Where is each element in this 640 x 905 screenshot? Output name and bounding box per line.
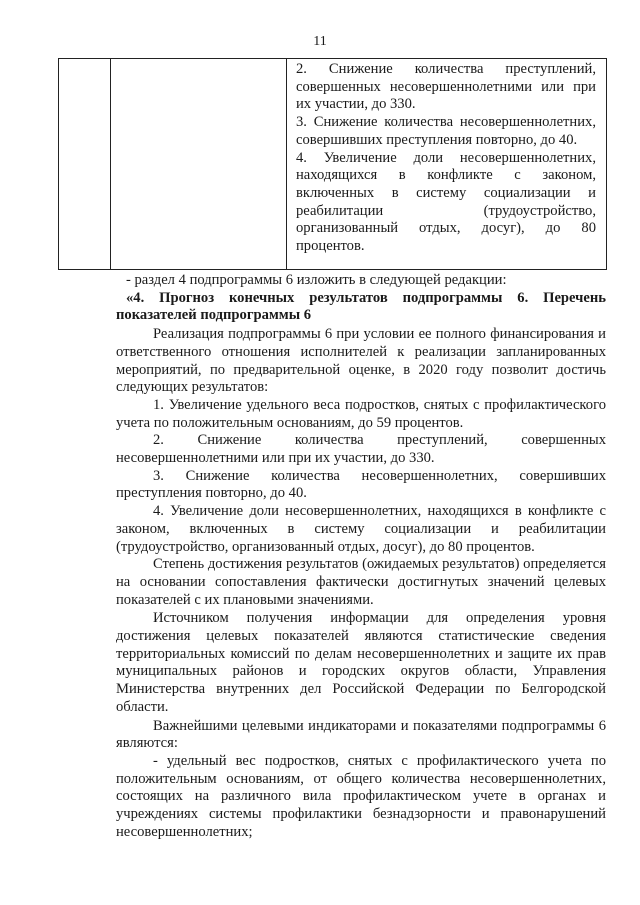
table-item-2: 2. Снижение количества преступлений, совершенных несовершеннолетними или при их участии, до 330. — [296, 61, 596, 113]
table-cell-empty-1 — [59, 59, 111, 270]
paragraph-implementation: Реализация подпрограммы 6 при условии ее полного финансирования и ответственного отношения исполнителей к реализации запланированных мероприятий, по предварительной оценке, в 2020 году позволит достичь следующих результатов: — [116, 326, 606, 396]
result-item-1: 1. Увеличение удельного веса подростков, снятых с профилактического учета по положительным основаниям, до 59 процентов. — [116, 396, 606, 431]
paragraph-key-indicators: Важнейшими целевыми индикаторами и показателями подпрограммы 6 являются: — [116, 717, 606, 752]
result-item-2: 2. Снижение количества преступлений, совершенных несовершеннолетними или при их участии, до 330. — [116, 432, 606, 467]
result-item-3: 3. Снижение количества несовершеннолетних, совершивших преступления повторно, до 40. — [116, 467, 606, 502]
intro-line: - раздел 4 подпрограммы 6 изложить в следующей редакции: — [126, 272, 507, 288]
results-table-fragment — [58, 58, 607, 270]
table-item-4: 4. Увеличение доли несовершеннолетних, находящихся в конфликте с законом, включенных в систему социализации и реабилитации (трудоустройство, организованный отдых, досуг), до 80 процентов. — [296, 149, 596, 255]
body-text — [116, 272, 606, 842]
result-item-4: 4. Увеличение доли несовершеннолетних, находящихся в конфликте с законом, включенных в систему социализации и реабилитации (трудоустройство, организованный отдых, досуг), до 80 процентов. — [116, 503, 606, 555]
paragraph-information-source: Источником получения информации для определения уровня достижения целевых показателей являются статистические сведения территориальных комиссий по делам несовершеннолетних и защите их прав муниципальных районов и городских округов области, Управления Министерства внутренних дел Российской Федерации по Белгородской области. — [116, 610, 606, 715]
table-cell-results — [287, 59, 607, 270]
table-row — [59, 59, 607, 270]
table-item-3: 3. Снижение количества несовершеннолетних, совершивших преступления повторно, до 40. — [296, 114, 596, 148]
paragraph-achievement-degree: Степень достижения результатов (ожидаемых результатов) определяется на основании сопоставления фактически достигнутых значений целевых показателей с их плановыми значениями. — [116, 556, 606, 608]
indicator-list-item: - удельный вес подростков, снятых с профилактического учета по положительным основаниям, от общего количества несовершеннолетних, состоящих на различного вила профилактическом учете в органах и учреждениях системы профилактики безнадзорности и правонарушений несовершеннолетних; — [116, 752, 606, 840]
page-number: 11 — [313, 34, 327, 49]
section-heading: «4. Прогноз конечных результатов подпрограммы 6. Перечень показателей подпрограммы 6 — [116, 289, 606, 324]
table-cell-empty-2 — [111, 59, 287, 270]
